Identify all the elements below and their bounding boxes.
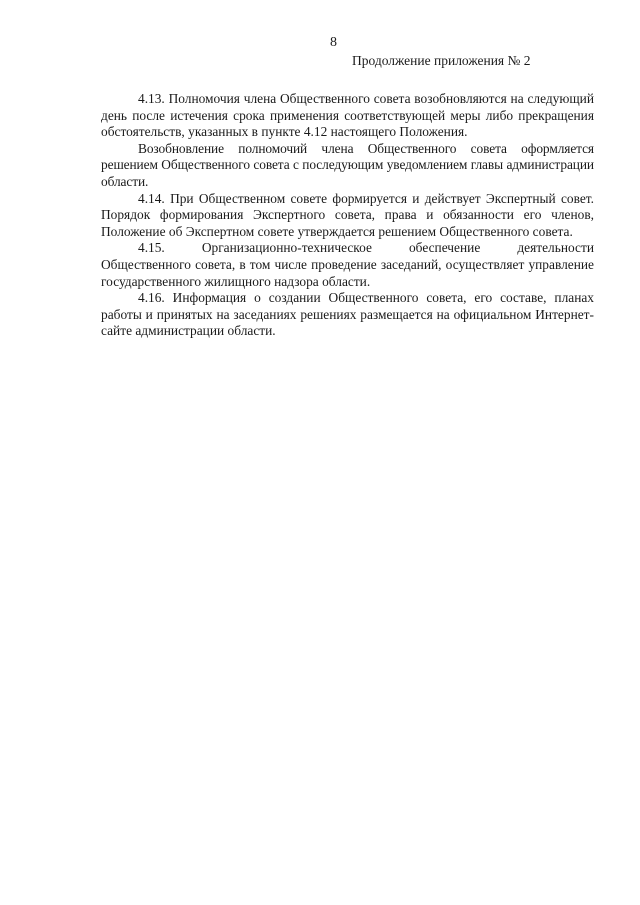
- paragraph-4-15-word: 4.15.: [138, 240, 165, 256]
- paragraph-4-15-word: обеспечение: [408, 240, 481, 256]
- paragraph-4-15-first-line: [101, 240, 594, 257]
- appendix-continuation-label: Продолжение приложения № 2: [352, 53, 531, 68]
- paragraph-4-15-word: деятельности: [517, 240, 594, 256]
- document-body: [101, 91, 594, 340]
- paragraph-4-15-word: Организационно-техническое: [201, 240, 372, 256]
- paragraph-4-14: 4.14. При Общественном совете формируется и действует Экспертный совет. Порядок формирования Экспертного совета, права и обязанности его членов, Положение об Экспертном совете утверждается решением Общественного совета.: [101, 190, 594, 239]
- paragraph-renewal: Возобновление полномочий члена Общественного совета оформляется решением Общественного совета с последующим уведомлением главы администрации области.: [101, 140, 594, 189]
- paragraph-4-16: 4.16. Информация о создании Общественного совета, его составе, планах работы и принятых на заседаниях решениях размещается на официальном Интернет-сайте администрации области.: [101, 290, 594, 339]
- paragraph-4-13: 4.13. Полномочия члена Общественного совета возобновляются на следующий день после истечения срока применения соответствующей меры либо прекращения обстоятельств, указанных в пункте 4.12 настоящего Положения.: [101, 91, 594, 140]
- paragraph-4-15-rest: Общественного совета, в том числе проведение заседаний, осуществляет управление государственного жилищного надзора области.: [101, 256, 594, 289]
- paragraph-4-15: [101, 240, 594, 290]
- page-number: 8: [330, 35, 337, 50]
